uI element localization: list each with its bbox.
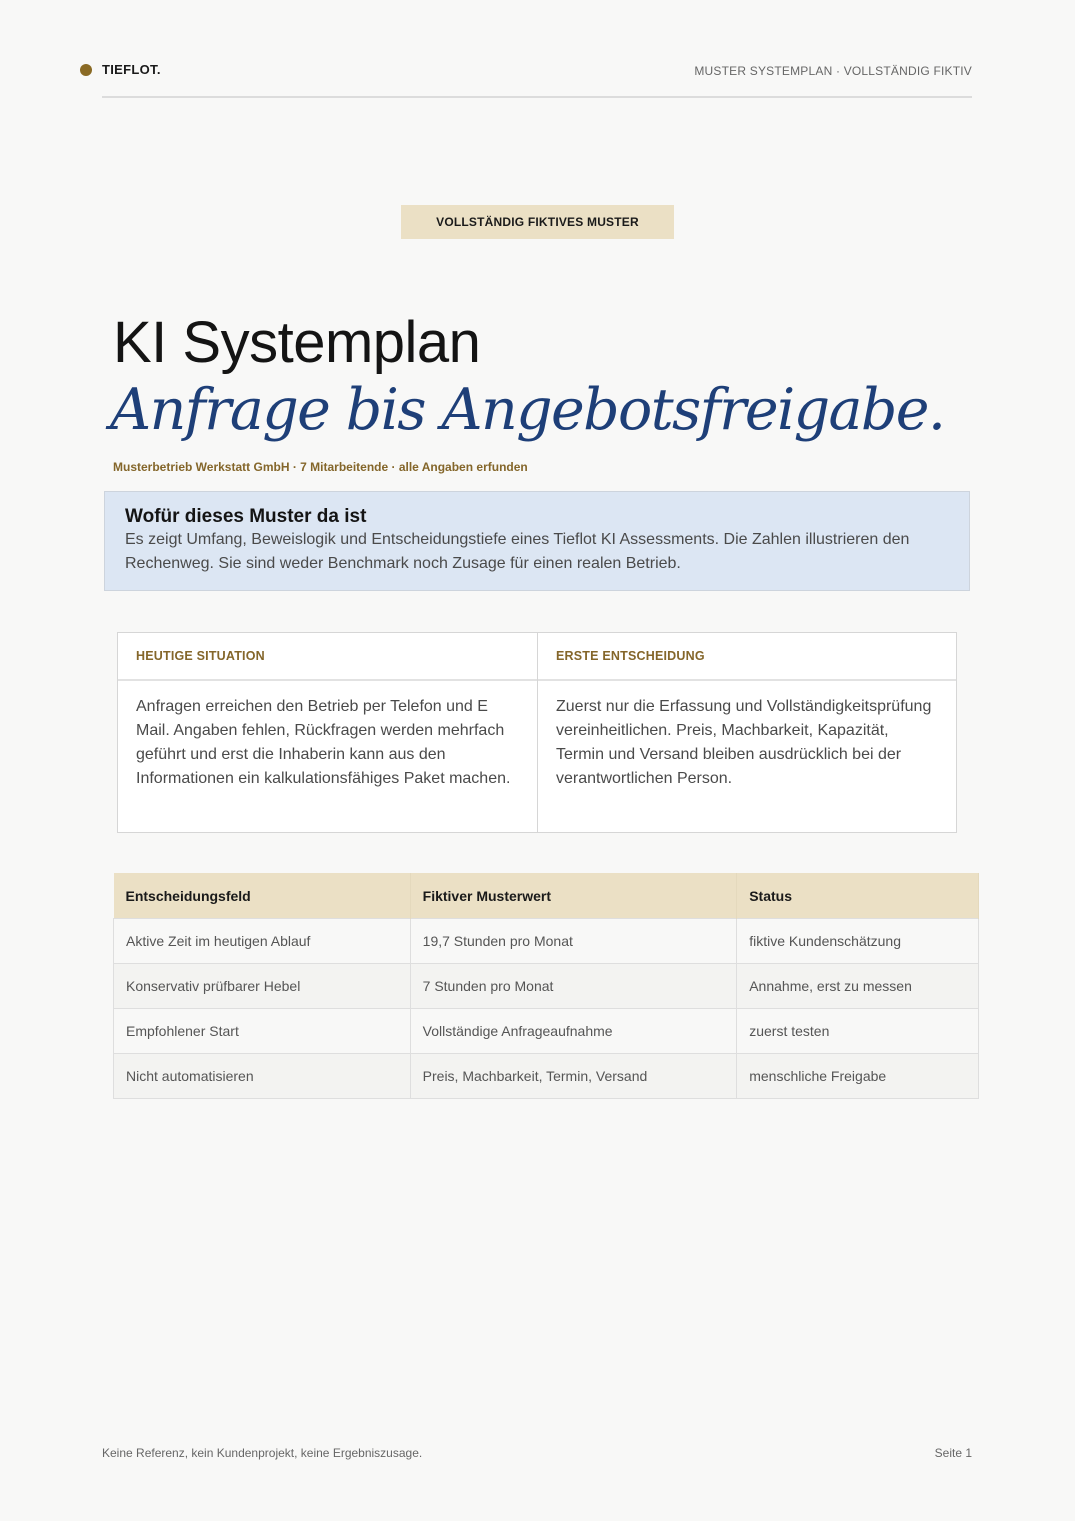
- table-row: [114, 919, 979, 964]
- page-number: Seite 1: [934, 1446, 972, 1460]
- table-cell: Nicht automatisieren: [114, 1054, 411, 1099]
- brand-dot-icon: [80, 64, 92, 76]
- table-row: [114, 1054, 979, 1099]
- column-header-field: Entscheidungsfeld: [114, 873, 411, 919]
- table-cell: 7 Stunden pro Monat: [410, 964, 737, 1009]
- situation-text: Anfragen erreichen den Betrieb per Telefon und E Mail. Angaben fehlen, Rückfragen werden mehrfach geführt und erst die Inhaberin kann aus den Informationen ein kalkulationsfähiges Paket machen.: [136, 698, 511, 787]
- page-subtitle: Anfrage bis Angebotsfreigabe.: [110, 377, 945, 443]
- situation-decision-card: [117, 632, 957, 833]
- company-line: Musterbetrieb Werkstatt GmbH · 7 Mitarbeitende · alle Angaben erfunden: [113, 460, 528, 474]
- fictional-badge: VOLLSTÄNDIG FIKTIVES MUSTER: [401, 205, 674, 239]
- page-title: KI Systemplan: [113, 310, 481, 375]
- page-header: [80, 62, 972, 82]
- table-cell: zuerst testen: [737, 1009, 979, 1054]
- column-header-value: Fiktiver Musterwert: [410, 873, 737, 919]
- table-cell: Vollständige Anfrageaufnahme: [410, 1009, 737, 1054]
- header-meta: MUSTER SYSTEMPLAN · VOLLSTÄNDIG FIKTIV: [694, 64, 972, 78]
- table-cell: menschliche Freigabe: [737, 1054, 979, 1099]
- brand: [80, 62, 161, 77]
- info-text: Es zeigt Umfang, Beweislogik und Entscheidungstiefe eines Tieflot KI Assessments. Die Zahlen illustrieren den Rechenweg. Sie sind weder Benchmark noch Zusage für einen realen Betrieb.: [125, 531, 910, 572]
- situation-column: [118, 633, 537, 832]
- table-cell: Aktive Zeit im heutigen Ablauf: [114, 919, 411, 964]
- decision-table: [113, 873, 979, 1099]
- table-cell: Annahme, erst zu messen: [737, 964, 979, 1009]
- table-row: [114, 964, 979, 1009]
- table-cell: Preis, Machbarkeit, Termin, Versand: [410, 1054, 737, 1099]
- header-divider: [102, 96, 972, 98]
- table-cell: fiktive Kundenschätzung: [737, 919, 979, 964]
- table-cell: 19,7 Stunden pro Monat: [410, 919, 737, 964]
- info-box: [104, 491, 970, 591]
- footer-disclaimer: Keine Referenz, kein Kundenprojekt, keine Ergebniszusage.: [102, 1446, 423, 1460]
- table-cell: Empfohlener Start: [114, 1009, 411, 1054]
- brand-name: TIEFLOT.: [102, 62, 161, 77]
- decision-heading: ERSTE ENTSCHEIDUNG: [538, 633, 956, 681]
- info-title: Wofür dieses Muster da ist: [125, 506, 367, 527]
- table-cell: Konservativ prüfbarer Hebel: [114, 964, 411, 1009]
- decision-column: [537, 633, 956, 832]
- column-header-status: Status: [737, 873, 979, 919]
- situation-heading: HEUTIGE SITUATION: [118, 633, 537, 681]
- table-header-row: [114, 873, 979, 919]
- decision-text: Zuerst nur die Erfassung und Vollständigkeitsprüfung vereinheitlichen. Preis, Machbarkeit, Kapazität, Termin und Versand bleiben ausdrücklich bei der verantwortlichen Person.: [556, 698, 932, 787]
- table-row: [114, 1009, 979, 1054]
